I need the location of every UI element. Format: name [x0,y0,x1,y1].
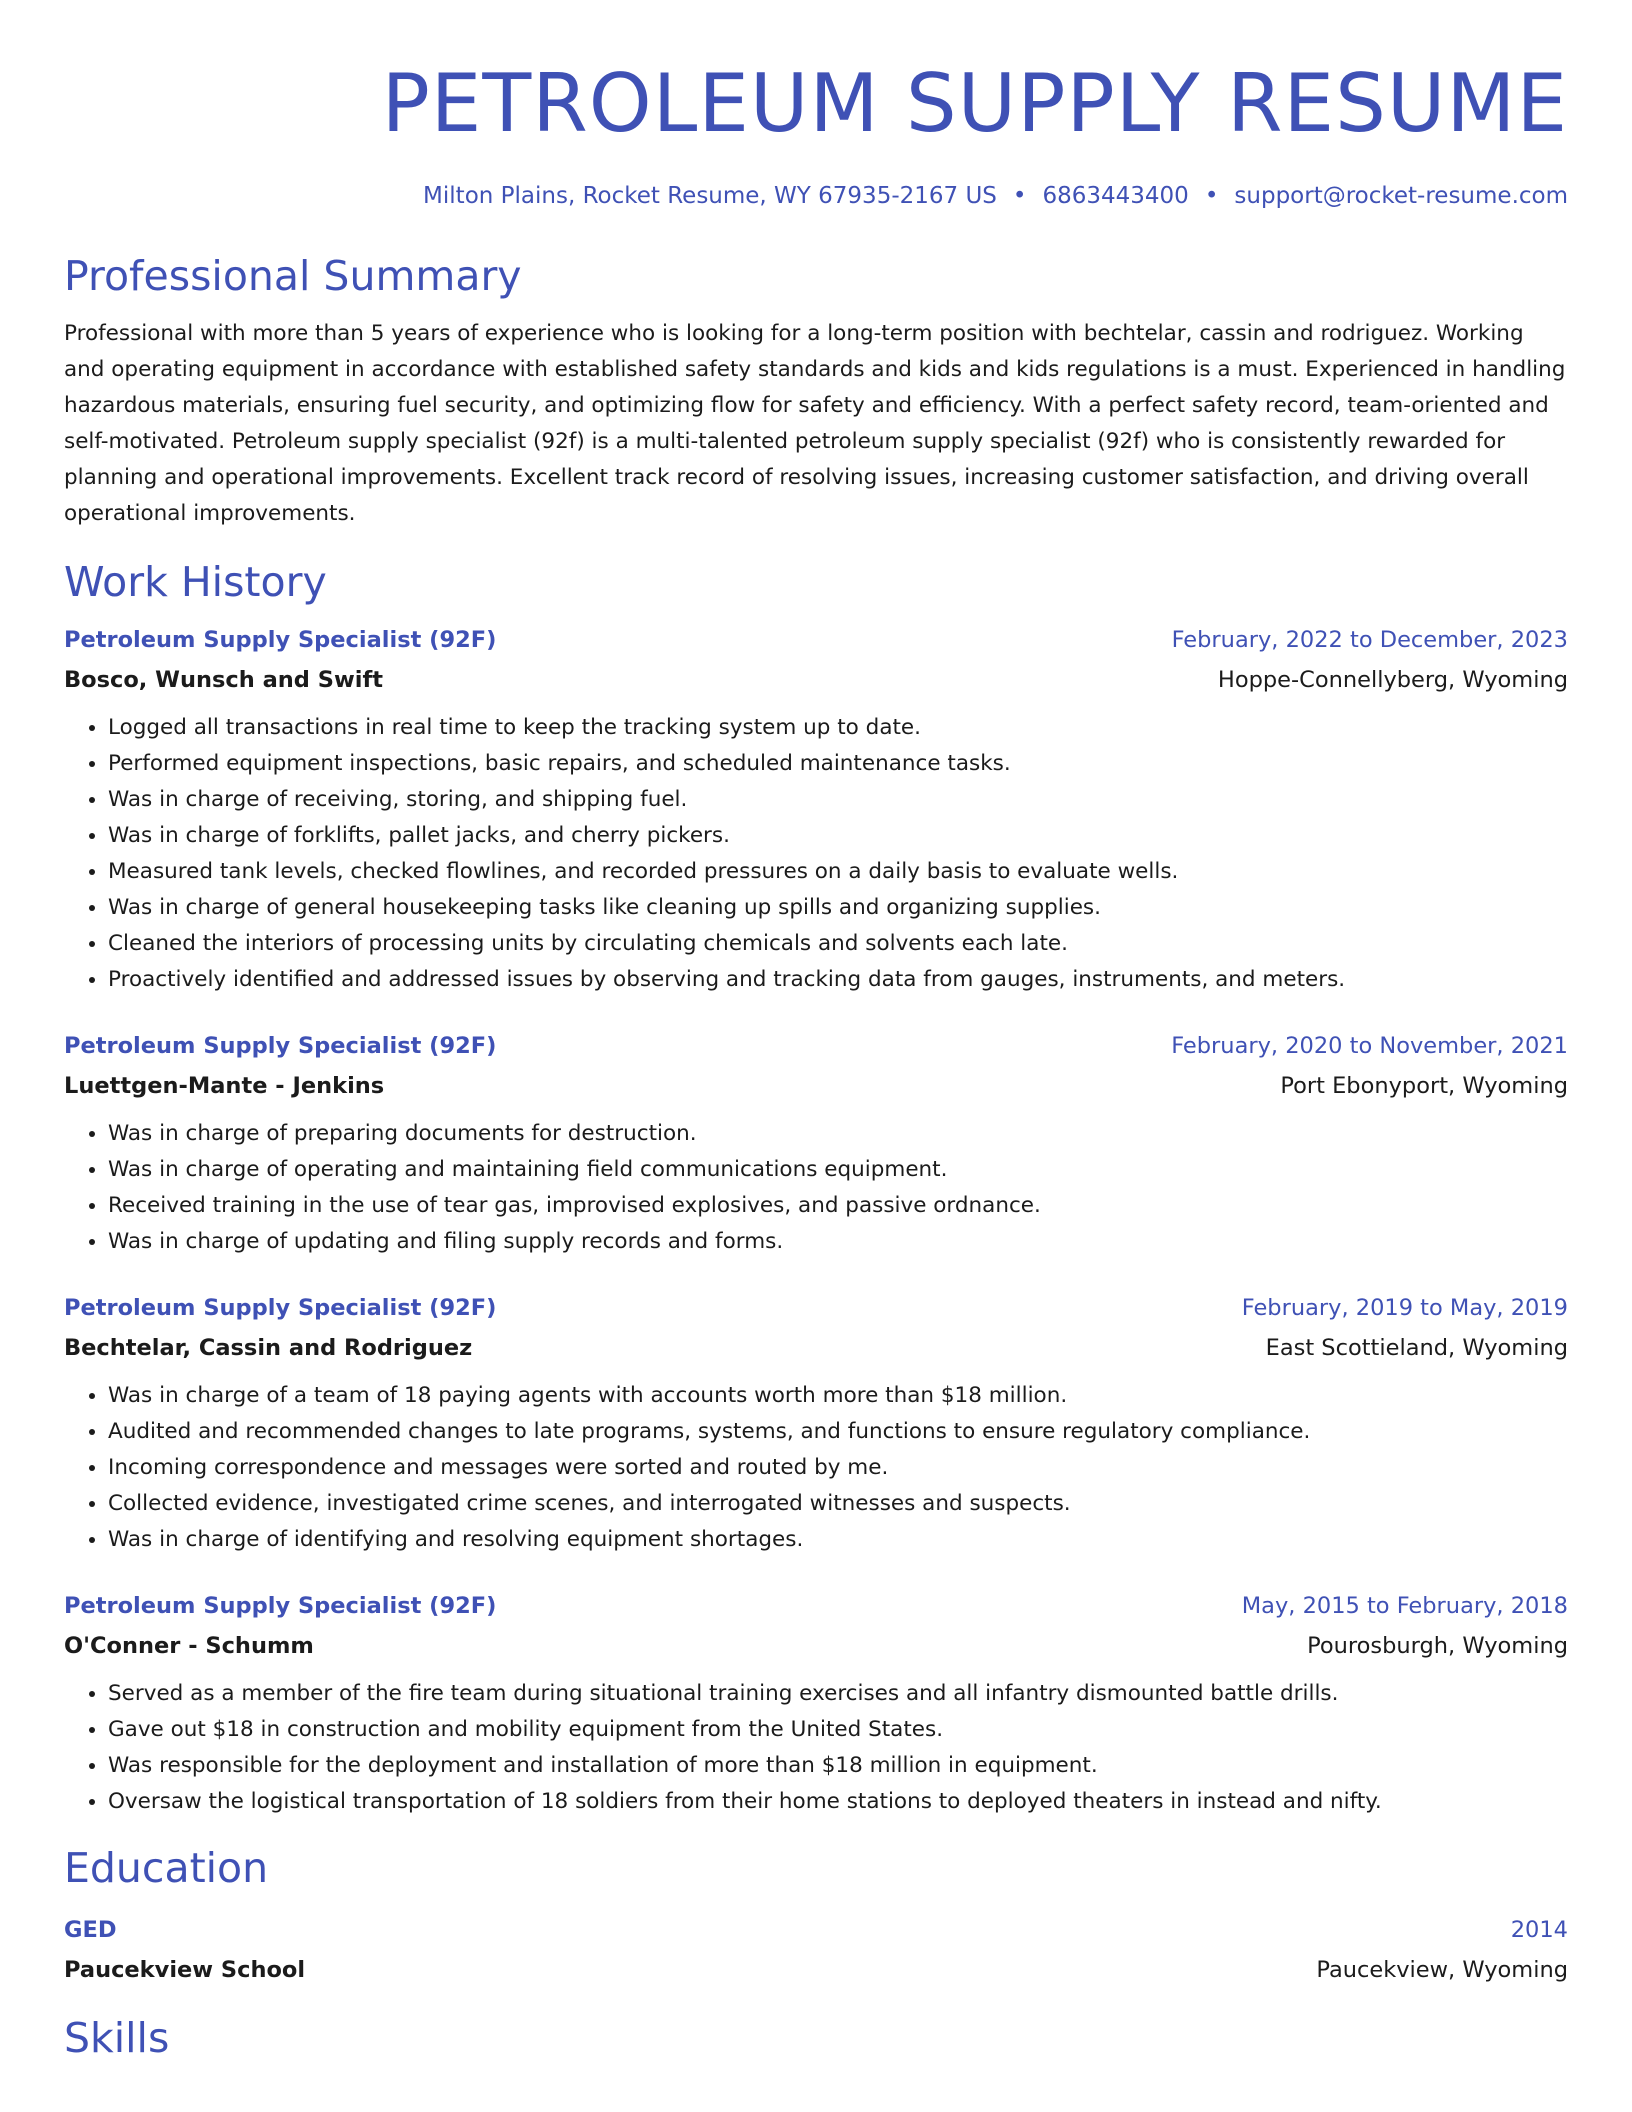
job-entry [64,1026,1568,1260]
job-bullet: • Was in charge of identifying and resolving equipment shortages. [108,1522,1568,1558]
job-bullet: • Measured tank levels, checked flowlines, and recorded pressures on a daily basis to evaluate wells. [108,854,1568,890]
contact-separator: • [1012,183,1027,209]
job-bullet: • Received training in the use of tear gas, improvised explosives, and passive ordnance. [108,1188,1568,1224]
education-degree: GED [64,1917,117,1943]
job-title: Petroleum Supply Specialist (92F) [64,1295,497,1321]
job-bullet: • Logged all transactions in real time to keep the tracking system up to date. [108,710,1568,746]
job-bullet: • Incoming correspondence and messages were sorted and routed by me. [108,1450,1568,1486]
resume-title: PETROLEUM SUPPLY RESUME [381,57,1568,150]
job-company: Bechtelar, Cassin and Rodriguez [64,1335,473,1361]
job-company: O'Conner - Schumm [64,1633,314,1659]
summary-heading: Professional Summary [64,252,522,300]
contact-address: Milton Plains, Rocket Resume, WY 67935-2167 US [423,183,997,209]
job-location: Pourosburgh, Wyoming [1307,1633,1568,1659]
job-bullet: • Collected evidence, investigated crime scenes, and interrogated witnesses and suspects. [108,1486,1568,1522]
job-dates: May, 2015 to February, 2018 [1241,1593,1568,1619]
job-bullets [64,710,1568,998]
education-location: Paucekview, Wyoming [1316,1957,1568,1983]
job-company: Luettgen-Mante - Jenkins [64,1073,385,1099]
education-heading: Education [64,1844,269,1892]
job-bullet: • Was in charge of receiving, storing, and shipping fuel. [108,782,1568,818]
job-bullet: • Served as a member of the fire team during situational training exercises and all infantry dismounted battle drills. [108,1676,1568,1712]
job-bullet: • Was in charge of a team of 18 paying agents with accounts worth more than $18 million. [108,1378,1568,1414]
contact-line [64,180,1568,212]
job-bullets [64,1116,1568,1260]
job-title: Petroleum Supply Specialist (92F) [64,627,497,653]
job-location: Hoppe-Connellyberg, Wyoming [1217,667,1568,693]
education-entry [64,1910,1568,1990]
job-bullet: • Cleaned the interiors of processing units by circulating chemicals and solvents each late. [108,926,1568,962]
job-bullet: • Performed equipment inspections, basic repairs, and scheduled maintenance tasks. [108,746,1568,782]
summary-text: Professional with more than 5 years of experience who is looking for a long-term position with bechtelar, cassin and rodriguez. Working and operating equipment in accordance with established safety standards and kids and kids regulations is a must. Experienced in handling hazardous materials, ensuring fuel security, and optimizing flow for safety and efficiency. With a perfect safety record, team-oriented and self-motivated. Petroleum supply specialist (92f) is a multi-talented petroleum supply specialist (92f) who is consistently rewarded for planning and operational improvements. Excellent track record of resolving issues, increasing customer satisfaction, and driving overall operational improvements. [64,321,1566,526]
job-bullet: • Was in charge of operating and maintaining field communications equipment. [108,1152,1568,1188]
job-entry [64,1288,1568,1558]
work-history-heading: Work History [64,558,327,606]
education-school: Paucekview School [64,1957,306,1983]
job-title: Petroleum Supply Specialist (92F) [64,1033,497,1059]
job-entry [64,1586,1568,1820]
job-bullet: • Was in charge of forklifts, pallet jacks, and cherry pickers. [108,818,1568,854]
contact-phone: 6863443400 [1042,183,1189,209]
job-bullet: • Was in charge of updating and filing supply records and forms. [108,1224,1568,1260]
job-bullets [64,1676,1568,1820]
job-bullets [64,1378,1568,1558]
job-location: East Scottieland, Wyoming [1265,1335,1568,1361]
education-year: 2014 [1510,1917,1568,1943]
job-location: Port Ebonyport, Wyoming [1280,1073,1568,1099]
resume-page [64,0,1568,2064]
job-title: Petroleum Supply Specialist (92F) [64,1593,497,1619]
job-bullet: • Was responsible for the deployment and installation of more than $18 million in equipment. [108,1748,1568,1784]
job-bullet: • Audited and recommended changes to late programs, systems, and functions to ensure regulatory compliance. [108,1414,1568,1450]
job-company: Bosco, Wunsch and Swift [64,667,383,693]
job-bullet: • Gave out $18 in construction and mobility equipment from the United States. [108,1712,1568,1748]
job-entry [64,620,1568,998]
job-bullet: • Proactively identified and addressed issues by observing and tracking data from gauges, instruments, and meters. [108,962,1568,998]
skills-heading: Skills [64,2014,170,2062]
job-bullet: • Was in charge of preparing documents for destruction. [108,1116,1568,1152]
job-dates: February, 2019 to May, 2019 [1241,1295,1568,1321]
contact-separator: • [1204,183,1219,209]
contact-email: support@rocket-resume.com [1234,183,1568,209]
job-bullet: • Was in charge of general housekeeping tasks like cleaning up spills and organizing supplies. [108,890,1568,926]
job-dates: February, 2022 to December, 2023 [1171,627,1568,653]
job-bullet: • Oversaw the logistical transportation of 18 soldiers from their home stations to deployed theaters in instead and nifty. [108,1784,1568,1820]
job-dates: February, 2020 to November, 2021 [1171,1033,1568,1059]
